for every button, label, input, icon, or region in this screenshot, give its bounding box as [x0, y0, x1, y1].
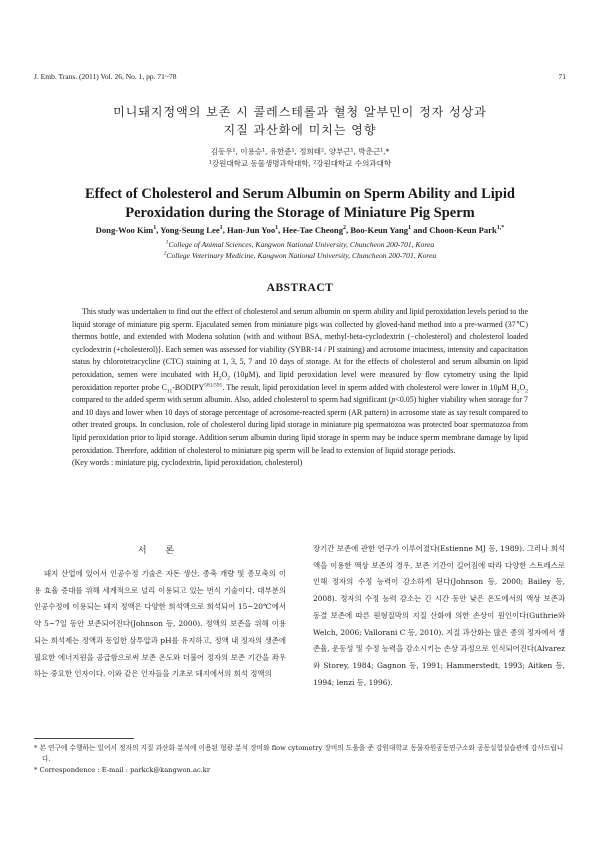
affiliation-mark: 2: [163, 250, 167, 257]
abstract-paragraph: This study was undertaken to find out the effect of cholesterol and serum albumin on sperm ability and lipid peroxidation levels period to the liquid storage of miniature pig sperm. Ejaculated semen from miniature pigs was collected by gloved-hand method into a pre-warmed (37℃) thermos bottle, and extended with Modena solution (with and without BSA, methyl-beta-cyclodextrin (−cholesterol) and cholesterol loaded cyclodextrin (+cholesterol)}. Each semen was assessed for viability (SYBR-14 / PI staining) and acrosome intactness, intensity and capacitation status by chlorotetracycline (CTC) staining at 1, 3, 5, 7 and 10 days of storage. At for the effects of cholesterol and serum albumin on lipid peroxidation, semen were incubated with $H_2O_2$ (10μM), and lipid peroxidation level were measured by flow cytometry using the lipid peroxidation reporter probe $C_{11}-BODIPY^{581/591}$. The result, lipid peroxidation level in sperm added with cholesterol were lower in 10μM $H_2O_2$ compared to the added sperm with serum albumin. Also, added cholesterol to sperm had significant (p<0.05) higher viability when storage for 7 and 10 days and lower when 10 days of storage percentage of acrosome-reacted sperm (AR pattern) in acrosome state as say result compared to other treated groups. In conclusion, role of cholesterol during lipid storage in miniature pig spermatozoa was protected boar spermatozoa from lipid peroxidation prior to lipid storage. Addition serum albumin during lipid storage in sperm may be induce sperm membrane damage by lipid peroxidation. Therefore, addition of cholesterol to miniature pig sperm will be lead to extension of liquid storage periods.: [72, 307, 528, 455]
english-title-line-1: Effect of Cholesterol and Serum Albumin on Sperm Ability and Lipid: [85, 186, 515, 202]
english-title-line-2: Peroxidation during the Storage of Miniature Pig Sperm: [125, 205, 475, 221]
korean-title: [40, 103, 560, 139]
author-affiliation-mark: 2: [343, 225, 347, 232]
author-name: Boo-Keun Yang: [350, 225, 409, 235]
section-heading-introduction: 서 론: [137, 546, 183, 556]
korean-affiliation: ¹강원대학교 동물생명과학대학, ²강원대학교 수의과대학: [208, 159, 392, 168]
author-name: Hee-Tae Cheong: [282, 225, 344, 235]
affiliation-2: $^2$College Veterinary Medicine, Kangwon National University, Chuncheon 200-701, Korea: [163, 250, 437, 260]
left-column: [34, 566, 286, 683]
keywords: (Key words : miniature pig, cyclodextrin, lipid peroxidation, cholesterol): [72, 458, 303, 468]
affiliation-1: $^1$College of Animal Sciences, Kangwon National University, Chuncheon 200-701, Korea: [165, 239, 435, 249]
footnote-divider: [34, 738, 134, 739]
author-conjunction: and: [411, 225, 430, 235]
author-name: Yong-Seung Lee: [160, 225, 220, 235]
author-affiliation-mark: 1: [219, 225, 223, 232]
author-separator: ,: [222, 225, 227, 235]
author-affiliation-mark: 1: [275, 225, 279, 232]
author-name: Han-Jun Yoo: [226, 225, 276, 235]
korean-author-names: 김동우¹, 이용승¹, 유한준¹, 정희태², 양부근¹, 박춘근¹,*: [210, 147, 390, 156]
affiliations: [40, 239, 560, 261]
abstract-heading: ABSTRACT: [266, 282, 334, 294]
acknowledgement-footnote: * 본 연구에 수행하는 있어서 정자의 지질 과산화 분석에 이용된 형광 분석 장비와 flow cytometry 장비의 도움을 준 강원대학교 동물자원공동연구소와 공동실험실습관에 감사드립니다.: [34, 744, 564, 763]
author-separator: ,: [346, 225, 351, 235]
author-separator: ,: [278, 225, 283, 235]
author-separator: ,: [156, 225, 161, 235]
author-name: Choon-Keun Park: [429, 225, 497, 235]
correspondence-footnote: * Correspondence : E-mail : parkck@kangwon.ac.kr: [34, 766, 211, 774]
english-authors: [20, 224, 580, 236]
intro-paragraph-left: 돼지 산업에 있어서 인공수정 기술은 자돈 생산, 종축 개량 및 종모축의 이용 효율 증대를 위해 세계적으로 널리 이용되고 있는 번식 기술이다. 대부분의 인공수정에 이용되는 돼지 정액은 다양한 희석액으로 희석되어 15~20℃에서 약 5~7일 동안 보존되어진다(Johnson 등, 2000). 정액의 보존을 위해 이용되는 희석제는 정액과 동일한 삼투압과 pH를 유지하고, 정액 내 정자의 생존에 필요한 에너지원을 공급함으로써 보존 온도와 더불어 정자의 보존 기간을 좌우하는 중요한 인자이다. 이와 같은 인자들을 기초로 돼지에서의 희석 정액의: [34, 569, 286, 679]
right-column: [313, 541, 565, 691]
author-affiliation-mark: 1: [153, 225, 157, 232]
page-number: 71: [558, 72, 566, 81]
korean-title-line-2: 지질 과산화에 미치는 영향: [223, 123, 377, 137]
korean-authors: [40, 146, 560, 170]
corresponding-author-mark: 1,*: [496, 225, 505, 232]
affiliation-mark: 1: [165, 239, 169, 246]
footnotes: [34, 743, 566, 776]
english-title: [30, 185, 570, 223]
journal-citation: J. Emb. Trans. (2011) Vol. 26, No. 1, pp. 71~78: [34, 72, 177, 81]
author-name: Dong-Woo Kim: [95, 225, 154, 235]
abstract-body: [72, 306, 528, 470]
author-affiliation-mark: 1: [408, 225, 412, 232]
korean-title-line-1: 미니돼지정액의 보존 시 콜레스테롤과 혈청 알부민이 정자 성상과: [113, 105, 487, 119]
intro-paragraph-right: 장기간 보존에 관한 연구가 이루어졌다(Estienne MJ 등, 1989). 그러나 희석액을 이용한 액상 보존의 경우, 보존 기간이 길어짐에 따라 다양한 스트레스로 인해 정자의 수정 능력이 감소하게 된다(Johnson 등, 2000; Bailey 등, 2008). 정자의 수정 능력 감소는 긴 시간 동안 낮은 온도에서의 액상 보존과 동결 보존에 따른 원형질막의 지질 산화에 의한 손상이 원인이다(Guthrie와 Welch, 2006; Vallorani C 등, 2010). 지질 과산화는 많은 종의 정자에서 생존율, 운동성 및 수정 능력을 감소시키는 손상 과정으로 인식되어진다(Alvarez와 Storey, 1984; Gagnon 등, 1991; Hammerstedt, 1993; Aitken 등, 1994; lenzi 등, 1996).: [313, 544, 566, 687]
